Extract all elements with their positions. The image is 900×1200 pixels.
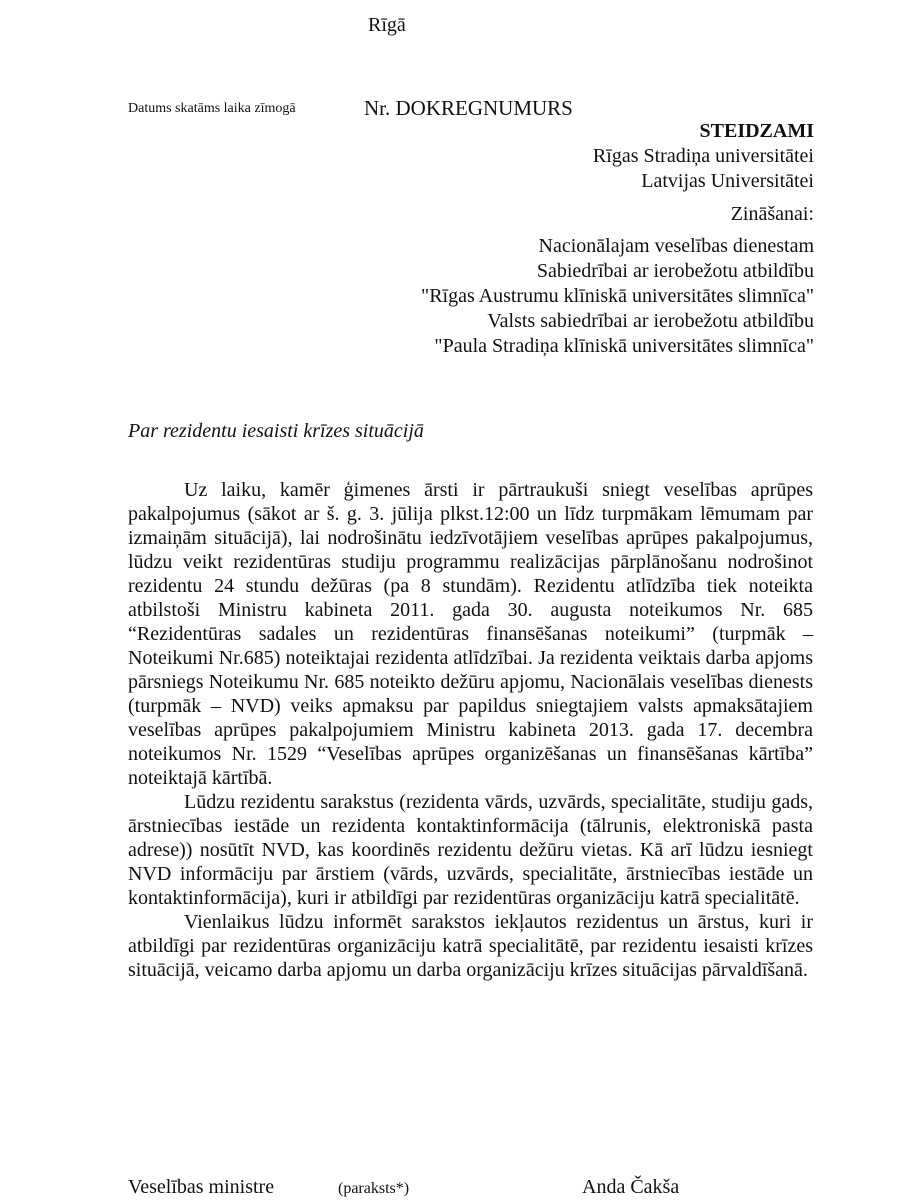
recipient-line: Rīgas Stradiņa universitātei bbox=[592, 145, 814, 167]
signatory-name: Anda Čakša bbox=[582, 1176, 680, 1198]
info-recipient-line: "Rīgas Austrumu klīniskā universitātes slimnīca" bbox=[421, 285, 814, 307]
letter-subject: Par rezidentu iesaisti krīzes situācijā bbox=[128, 420, 424, 442]
body-paragraph: Uz laiku, kamēr ģimenes ārsti ir pārtraukuši sniegt veselības aprūpes pakalpojumus (sākot ar š. g. 3. jūlija plkst.12:00 un līdz turpmākam lēmumam par izmaiņām situācijā), lai nodrošinātu iedzīvotājiem veselības aprūpes pakalpojumus, lūdzu veikt rezidentūras studiju programmu realizācijas pārplānošanu nodrošinot rezidentu 24 stundu dežūras (pa 8 stundām). Rezidentu atlīdzība tiek noteikta atbilstoši Ministru kabineta 2011. gada 30. augusta noteikumos Nr. 685 “Rezidentūras sadales un rezidentūras finansēšanas noteikumi” (turpmāk – Noteikumi Nr.685) noteiktajai rezidenta atlīdzībai. Ja rezidenta veiktais darba apjoms pārsniegs Noteikumu Nr. 685 noteikto dežūru apjomu, Nacionālais veselības dienests (turpmāk – NVD) veiks apmaksu par papildus sniegtajiem valsts apmaksātajiem veselības aprūpes pakalpojumiem Ministru kabineta 2013. gada 17. decembra noteikumos Nr. 1529 “Veselības aprūpes organizēšanas un finansēšanas kārtība” noteiktajā kārtībā. bbox=[128, 479, 813, 789]
for-information-label: Zināšanai: bbox=[730, 203, 814, 225]
info-recipient-line: Nacionālajam veselības dienestam bbox=[538, 235, 814, 257]
body-paragraph: Vienlaikus lūdzu informēt sarakstos iekļautos rezidentus un ārstus, kuri ir atbildīgi par rezidentūras organizāciju katrā specialitātē, par rezidentu iesaisti krīzes situācijā, veicamo darba apjomu un darba organizāciju krīzes situācijas pārvaldīšanā. bbox=[128, 911, 813, 981]
signatory-title: Veselības ministre bbox=[128, 1176, 275, 1198]
document-number: Nr. DOKREGNUMURS bbox=[364, 96, 573, 120]
letter-body bbox=[128, 478, 813, 982]
body-paragraph: Lūdzu rezidentu sarakstus (rezidenta vārds, uzvārds, specialitāte, studiju gads, ārstniecības iestāde un rezidenta kontaktinformācija (tālrunis, elektroniskā pasta adrese)) nosūtīt NVD, kas koordinēs rezidentu dežūru vietas. Kā arī lūdzu iesniegt NVD informāciju par ārstiem (vārds, uzvārds, specialitāte, ārstniecības iestāde un kontaktinformācija), kuri ir atbildīgi par rezidentūras organizāciju katrā specialitātē. bbox=[128, 791, 813, 909]
for-information-list bbox=[421, 234, 814, 359]
recipient-line: Latvijas Universitātei bbox=[641, 170, 814, 192]
signature-placeholder: (paraksts*) bbox=[338, 1180, 410, 1197]
info-recipient-line: "Paula Stradiņa klīniskā universitātes slimnīca" bbox=[434, 335, 814, 357]
info-recipient-line: Valsts sabiedrībai ar ierobežotu atbildību bbox=[487, 310, 814, 332]
info-recipient-line: Sabiedrībai ar ierobežotu atbildību bbox=[536, 260, 814, 282]
urgency-label: STEIDZAMI bbox=[699, 120, 814, 142]
recipients-block bbox=[593, 119, 814, 194]
city: Rīgā bbox=[368, 14, 406, 36]
date-note: Datums skatāms laika zīmogā bbox=[128, 101, 296, 116]
